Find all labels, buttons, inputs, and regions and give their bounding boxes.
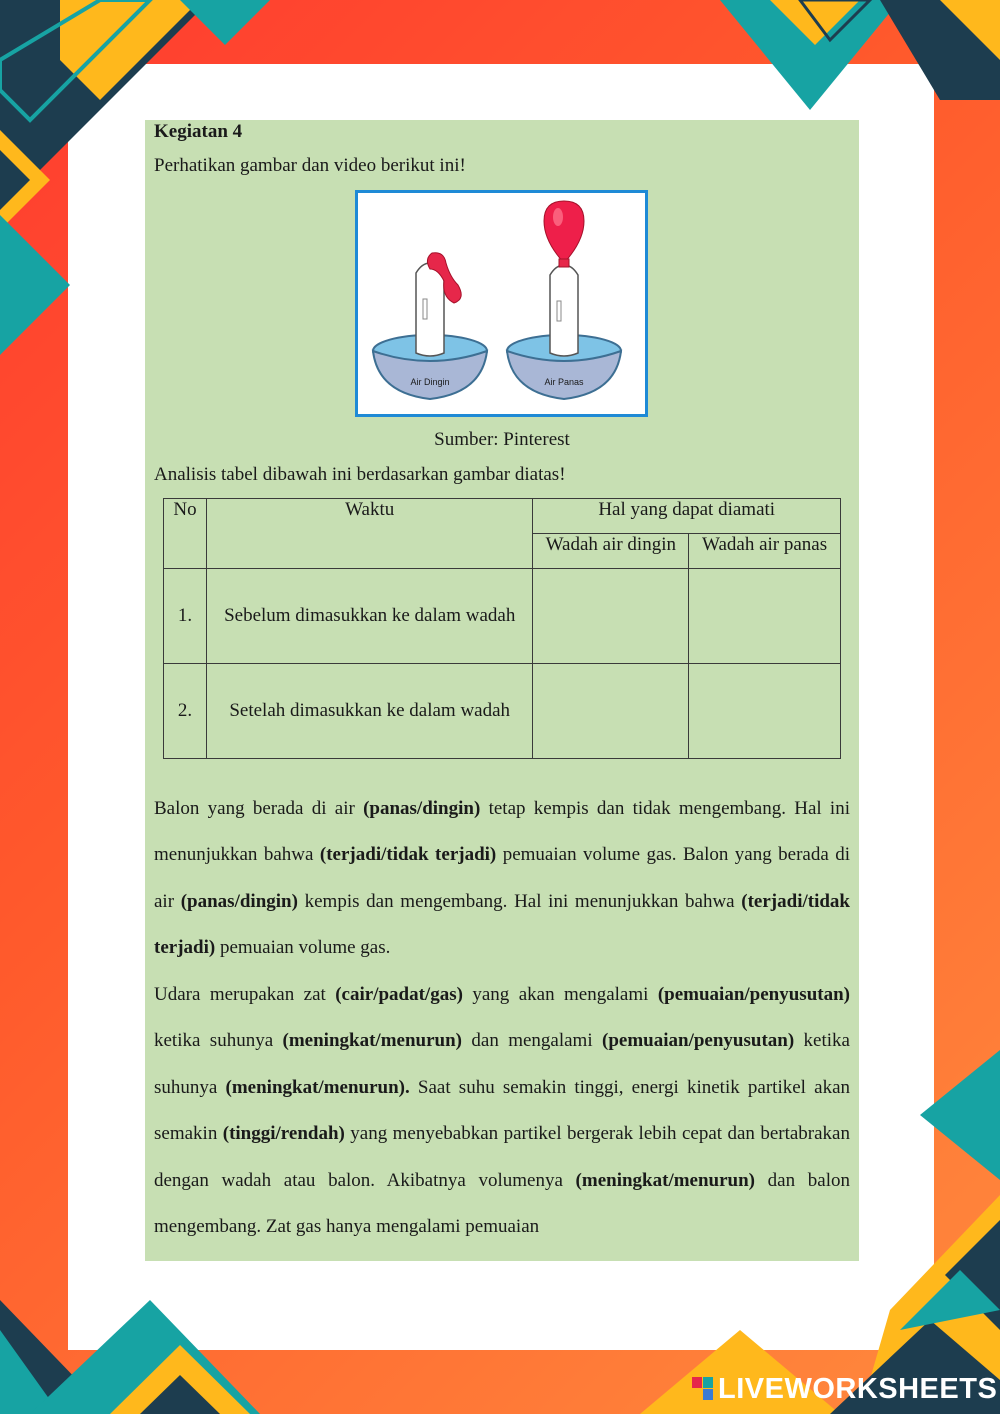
row-time: Setelah dimasukkan ke dalam wadah [206,664,532,759]
text-segment: pemuaian volume gas. [215,937,391,959]
text-segment: kempis dan mengembang. Hal ini menunjukkan bahwa [297,890,742,912]
watermark-text: LIVEWORKSHEETS [718,1372,998,1405]
text-segment: ketika suhunya [154,1030,283,1052]
choice-option: (meningkat/menurun) [575,1169,756,1191]
paragraph-gas-expansion [154,972,850,1250]
header-no: No [164,499,207,569]
image-caption: Sumber: Pinterest [434,429,570,450]
text-segment: dan mengalami [462,1030,602,1052]
text-segment: ketika suhunya [154,1030,850,1098]
header-time: Waktu [206,499,532,569]
text-segment: yang akan mengalami [462,984,658,1005]
answer-cell-cold[interactable] [533,569,689,664]
choice-option: (terjadi/tidak terjadi) [319,844,497,866]
choice-option: (panas/dingin) [180,890,298,912]
text-segment: tetap kempis dan tidak mengembang. Hal ini menunjukkan bahwa [154,798,850,866]
subheader-hot: Wadah air panas [689,534,841,569]
label-hot-water: Air Panas [544,377,584,387]
text-segment: Saat suhu semakin tinggi, energi kinetik partikel akan semakin [154,1076,850,1145]
choice-option: (panas/dingin) [363,798,481,819]
paragraph-balloon-observation [154,786,850,972]
choice-option: (meningkat/menurun) [282,1030,462,1052]
text-segment: pemuaian volume gas. Balon yang berada di air [154,844,851,912]
header-observed: Hal yang dapat diamati [533,499,841,534]
activity-title: Kegiatan 4 [154,121,243,142]
row-number: 2. [164,664,207,759]
observation-table [163,498,841,759]
text-segment: dan balon mengembang. Zat gas hanya mengalami pemuaian [154,1169,850,1238]
choice-option: (meningkat/menurun). [225,1076,410,1098]
choice-option: (pemuaian/penyusutan) [602,1030,795,1052]
choice-option: (cair/padat/gas) [335,984,463,1005]
analysis-instruction: Analisis tabel dibawah ini berdasarkan gambar diatas! [154,464,566,485]
table-row [164,664,841,759]
text-segment: yang menyebabkan partikel bergerak lebih cepat dan bertabrakan dengan wadah atau balon. Akibatnya volumenya [154,1123,850,1191]
choice-option: (pemuaian/penyusutan) [657,984,850,1005]
answer-cell-hot[interactable] [689,664,841,759]
answer-cell-hot[interactable] [689,569,841,664]
answer-cell-cold[interactable] [533,664,689,759]
subheader-cold: Wadah air dingin [533,534,689,569]
balloon-bottle-illustration [355,190,648,417]
liveworksheets-logo-icon [692,1377,714,1401]
table-row [164,569,841,664]
label-cold-water: Air Dingin [410,377,450,387]
liveworksheets-watermark [692,1373,997,1405]
choice-option: (tinggi/rendah) [222,1123,345,1145]
activity-intro: Perhatikan gambar dan video berikut ini! [154,155,466,176]
row-time: Sebelum dimasukkan ke dalam wadah [206,569,532,664]
table-header-row [164,499,841,534]
text-segment: Udara merupakan zat [154,984,336,1005]
text-segment: Balon yang berada di air [154,798,364,819]
choice-option: (terjadi/tidak terjadi) [154,890,850,959]
row-number: 1. [164,569,207,664]
